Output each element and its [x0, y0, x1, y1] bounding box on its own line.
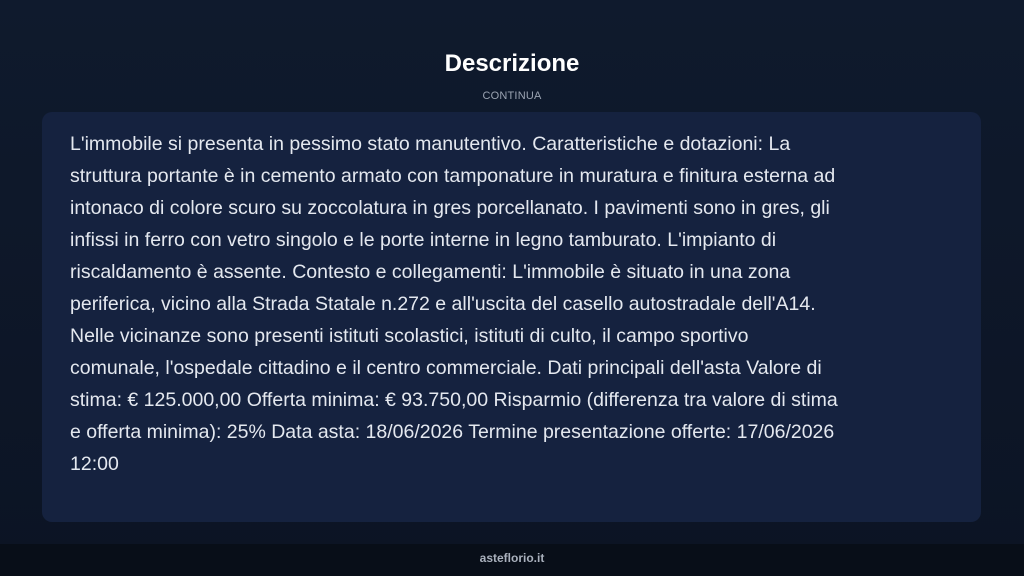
continue-link[interactable]: CONTINUA: [482, 90, 542, 102]
description-line: periferica, vicino alla Strada Statale n.272 e all'uscita del casello autostradale dell'A14.: [70, 293, 816, 315]
page-title: Descrizione: [444, 50, 580, 77]
description-line: 12:00: [70, 453, 119, 475]
description-card: [42, 112, 981, 522]
description-line: Nelle vicinanze sono presenti istituti scolastici, istituti di culto, il campo sportivo: [70, 325, 749, 347]
description-line: stima: € 125.000,00 Offerta minima: € 93.750,00 Risparmio (differenza tra valore di stima: [70, 389, 838, 411]
description-line: L'immobile si presenta in pessimo stato manutentivo. Caratteristiche e dotazioni: La: [70, 133, 791, 155]
description-line: e offerta minima): 25% Data asta: 18/06/2026 Termine presentazione offerte: 17/06/2026: [70, 421, 835, 443]
description-line: riscaldamento è assente. Contesto e collegamenti: L'immobile è situato in una zona: [70, 261, 791, 283]
description-line: struttura portante è in cemento armato con tamponature in muratura e finitura esterna ad: [70, 165, 836, 187]
description-line: infissi in ferro con vetro singolo e le porte interne in legno tamburato. L'impianto di: [70, 229, 777, 251]
footer-site-name: asteflorio.it: [0, 544, 1024, 576]
description-line: comunale, l'ospedale cittadino e il centro commerciale. Dati principali dell'asta Valore di: [70, 357, 822, 379]
description-line: intonaco di colore scuro su zoccolatura in gres porcellanato. I pavimenti sono in gres, gli: [70, 197, 830, 219]
